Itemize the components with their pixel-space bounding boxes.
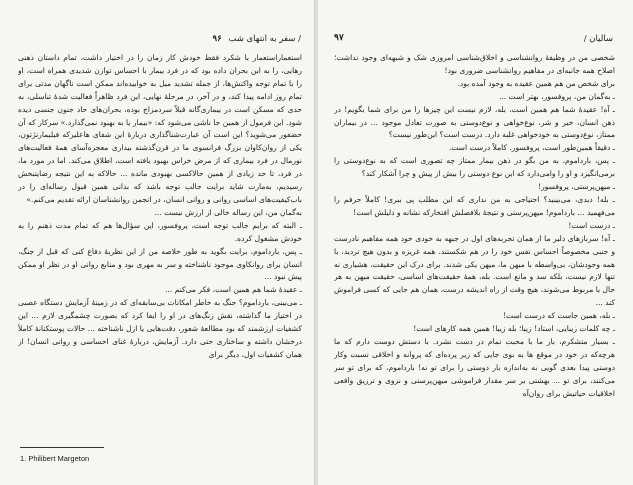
paragraph: شخصی من در وظیفهٔ روانشناسی و اخلاق‌شناسی امروزی شک و شبهه‌ای وجود نداشت؛ اصلاح همه جانبه‌ای در مفاهیم روانشناسی ضروری بود! (334, 53, 615, 75)
running-head-right (584, 34, 613, 44)
paragraph: ـ بسیار متشکرم، بار ما با محبت تمام در دست نشرد. با دستش دوست دارم که ما هرچه‌که در خود در موقع ها به بوی جایی که زیر پرده‌ای که پروانه و اخلاقی نسبت وکار دوستی پیدا بعدی گویی به به‌اندازه بار دوستی را برای تو نه! بارداموم، که برای تو سر می‌کنند، برای تو ... بهشتی بر سر مقدار فراموشی میهن‌پرستی و نزوی و ترزیق واقعی اخلاقیات حیاتیش برای روان‌آه (334, 336, 615, 398)
left-body-text (18, 52, 302, 362)
paragraph: ـ عقیدهٔ شما هم همین است، فکر می‌کنم ... (165, 285, 302, 295)
paragraph: به‌گمان من، این رساله خالی از ارزش نیست ... (154, 207, 302, 217)
paragraph: ـ بله! دیدی، می‌بینید؟ احتیاجی به من نداری که این مطلب پی ببری! کاملاً حرفم را می‌فهمید ... بارداموم! میهن‌پرستی و نتیجهٔ بلافصلش افتخارکه نشانه و دلیلش است! (334, 194, 615, 217)
left-page (0, 0, 315, 485)
paragraph: ـ چه کلمات زیبایی، استاد! زیبا؛ بله زیبا! همین همه کارهای است! (413, 324, 615, 334)
paragraph: ـ به‌گمان من، پروفسور، بهتر است ... (498, 91, 615, 101)
running-head-left (213, 34, 301, 44)
paragraph: ـ آه! عقیدهٔ شما هم همین است، بله، لازم نیست این چیزها را من برای شما بگویم! در ذهن انسان، خیر و شر، نوع‌خواهی و نوع‌دوستی به صورت تعادل موجود ... در بیماران ممتاز، نوع‌دوستی به خودخواهی غلبه دارد. درست است؟ این‌طور نیست؟ (334, 104, 615, 140)
paragraph: ـ بله، همین جاست که درست است! (503, 311, 615, 321)
paragraph: ـ البته که برایم جالب توجه است، پروفسور، این سؤال‌ها هم که تمام مدت ذهنم را به خودش مشغول کرده. (18, 220, 302, 243)
paragraph: ـ پس، بارداموم، برایت بگوید به طور خلاصه من از این نظریهٔ دفاع کنی که قبل از جنگ، انسان برای روانکاوی موجود ناشناخته و سر به مهری بود و منابع روانی او در نظر او ممکن پیش نبود ... (18, 246, 302, 282)
paragraph: ـ آه! سربازهای دلیر ما از همان تجربه‌های اول در جبهه به خودی خود همه مفاهیم نادرست و جنبی مخصوصاً احساس نفس خود را در هم شکستند. همه غریزه و بدون هیچ تردید، با همه وجودشان، بی‌واسطه با میهن ما، میهن یکی شدند. برای درک این حقیقت، هشیاری نه تنها لازم نیست، بلکه سد و مانع است. بله، همهٔ حقیقت‌های اساسی، حقیقت میهن به هر حال با مربوط می‌شوند، هیچ وقت از راه اندیشه درست، همان هم جایی که کسی فراموش کند ... (334, 233, 615, 308)
running-head-left-text: / سفر به انتهای شب (228, 34, 301, 44)
footnote: 1. Philibert Margeton (20, 454, 90, 463)
page-number-left: ٩۶ (212, 34, 222, 44)
right-page (318, 0, 633, 485)
paragraph: ـ پس، بارداموم، به من بگو در ذهن بیمار ممتاز چه تصوری است که به نوع‌دوستی را برمی‌انگیزد و او را وامی‌دارد که این نوع دوستی را بیش از پیش و چرا آشکار کند؟ (334, 156, 615, 179)
page-number-right: ٩٧ (334, 33, 344, 43)
paragraph: استعماراستعمار با شکرد فقط خودش کار زمان را در اختیار داشت، تمام داستان ذهنی رهایی، را به این بحران داده بود که در فرد بیمار با احساس توازن شدیدی همراه است، او را با تمام توجه واکنش‌ها، از جمله تشدید میل به خوابیده‌اند ممکن است ناگهان مدتی برای تمام روز ادامه پیدا کند، و در آخر، در مرحلهٔ نهایی، این فرد ظاهراً فعالیت شدهٔ تناسلی، به حدی که مسکن است در بیماری‌گانه قبلاً سردمزاج بوده، بحران‌های حاد جنون جنسی دیده شود. این فرمول از همین جا ناشی می‌شود که: «بیمار یا به بهبود نمی‌گذارد.» سرکار که آن حضفور می‌شوید؟ این است آن عبارت‌شناگذاری دربارهٔ این شفای هاعلیرکه فیلیمارنژتون، یکی از روان‌کاوان بزرگ فرانسوی ما در قرن‌گذشته بیداری معجزه‌آسای همهٔ فعالیت‌های نورمال در فرد بیماری که از مرض خراس بهبود یافته است، اطلاق می‌کند. اما در مورد ما، در فرد، تا حد زیادی از همین حالاکسی بهبودی مانده ... حالاکه به این نتیجه رضایتبخش رسیدیم، به‌مارت شاید برایت جالب توجه باشد که بدانی همین قبول رساله‌ای را در باب‌کیفیت‌های اساسی روانی و روانی انسان، در انجمن روانشناسان ارائه تقدیم می‌کنم.» (18, 53, 302, 204)
running-head-right-text: سالیان / (583, 34, 613, 44)
footnote-rule (20, 447, 104, 448)
paragraph: ـ دقیقاً همین‌طور است، پروفسور. کاملاً درست است. (448, 143, 615, 153)
paragraph: ـ میهن‌پرستی، پروفسور! (538, 182, 615, 192)
right-body-text (334, 52, 615, 400)
paragraph: برای شخص من هم همین عقیده به وجود آمده بود. (457, 78, 615, 88)
paragraph: ـ می‌بینی، بارداموم؟ جنگ به خاطر امکانات بی‌سابقه‌ای که در زمینهٔ آزمایش دستگاه عصبی در اختیار ما گذاشته، نقش زنگ‌های در او را ایفا کرد که بصورت چشمگیری لازم ... این کشفیات ارزشمند که بود مطالعهٔ شعور، دقت‌هایی یا ازل ناشناخته ... حالات پوستکنانهٔ کاملاً درخشان داشته و ساختاری حتی دارد. آزمایش، دربارهٔ غنای احساسی و روانی انسان! از همان کشفیات اول، دیگر برای (18, 298, 302, 359)
paragraph: ـ درست است! (568, 220, 615, 230)
